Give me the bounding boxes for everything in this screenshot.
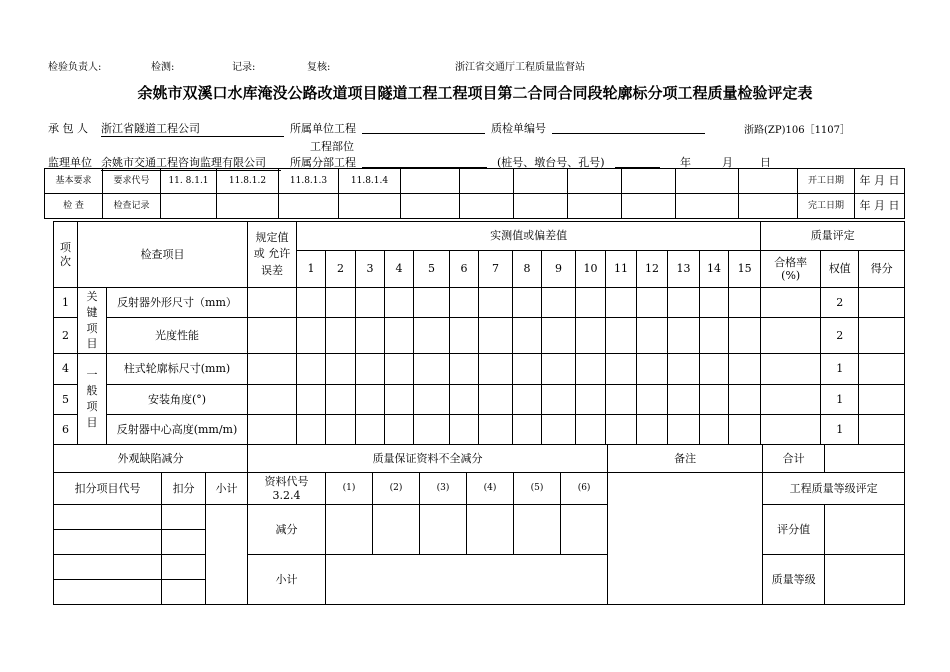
row-weight: 1 bbox=[821, 354, 859, 385]
subtotal-header: 小计 bbox=[206, 473, 248, 505]
col-score: 得分 bbox=[859, 251, 905, 288]
tester-label: 检测: bbox=[151, 62, 175, 73]
supervisor-label: 监理单位 bbox=[48, 156, 92, 169]
inspector-label: 检验负责人: bbox=[48, 62, 102, 73]
measure-col-11: 11 bbox=[606, 251, 637, 288]
measure-col-3: 3 bbox=[356, 251, 385, 288]
measure-col-6: 6 bbox=[450, 251, 479, 288]
measure-col-9: 9 bbox=[542, 251, 576, 288]
supervisor-value: 余姚市交通工程咨询监理有限公司 bbox=[101, 154, 281, 171]
measure-col-2: 2 bbox=[326, 251, 356, 288]
req-code-3: 11.8.1.3 bbox=[279, 169, 339, 194]
contractor-label: 承 包 人 bbox=[48, 122, 88, 135]
recorder-label: 记录: bbox=[232, 62, 256, 73]
sub-project-label: 所属分部工程 bbox=[290, 156, 356, 169]
check-record-label: 检查记录 bbox=[103, 194, 161, 219]
measure-col-1: 1 bbox=[297, 251, 326, 288]
quality-grade-label: 质量等级 bbox=[763, 555, 825, 605]
doc-item-5: (5) bbox=[514, 473, 561, 505]
basic-requirements-table bbox=[44, 168, 905, 219]
measure-col-8: 8 bbox=[513, 251, 542, 288]
agency-label: 浙江省交通厅工程质量监督站 bbox=[455, 62, 585, 73]
row-item: 反射器外形尺寸（mm） bbox=[107, 288, 248, 318]
row-no: 6 bbox=[54, 415, 78, 445]
unit-project-label: 所属单位工程 bbox=[290, 122, 356, 135]
group-general-label: 一般项目 bbox=[78, 354, 107, 445]
row-no: 1 bbox=[54, 288, 78, 318]
doc-item-3: (3) bbox=[420, 473, 467, 505]
total-label: 合计 bbox=[763, 445, 825, 473]
row-weight: 1 bbox=[821, 385, 859, 415]
row-item: 光度性能 bbox=[107, 318, 248, 354]
contractor-value: 浙江省隧道工程公司 bbox=[101, 120, 284, 137]
stake-label: (桩号、墩台号、孔号) bbox=[497, 156, 605, 169]
deduct-header: 扣分 bbox=[162, 473, 206, 505]
doc-item-6: (6) bbox=[561, 473, 608, 505]
day-label: 日 bbox=[760, 156, 771, 169]
grade-eval-header: 工程质量等级评定 bbox=[763, 473, 905, 505]
quality-docs-header: 质量保证资料不全减分 bbox=[248, 445, 608, 473]
row-item: 柱式轮廓标尺寸(mm) bbox=[107, 354, 248, 385]
remarks-header: 备注 bbox=[608, 445, 763, 473]
row-weight: 2 bbox=[821, 318, 859, 354]
start-date-value: 年 月 日 bbox=[855, 169, 905, 194]
basic-req-label: 基本要求 bbox=[45, 169, 103, 194]
appearance-deduct-header: 外观缺陷减分 bbox=[54, 445, 248, 473]
measurement-table bbox=[53, 221, 905, 445]
reduce-label: 减分 bbox=[248, 505, 326, 555]
start-date-label: 开工日期 bbox=[798, 169, 855, 194]
col-measured: 实测值或偏差值 bbox=[297, 222, 761, 251]
measure-col-7: 7 bbox=[479, 251, 513, 288]
stake-line bbox=[615, 154, 660, 168]
col-check-item: 检查项目 bbox=[78, 222, 248, 288]
check-label: 检 查 bbox=[45, 194, 103, 219]
req-code-label: 要求代号 bbox=[103, 169, 161, 194]
doc-code-header: 资料代号 3.2.4 bbox=[248, 473, 326, 505]
table-row bbox=[54, 354, 905, 385]
month-label: 月 bbox=[722, 156, 733, 169]
deduction-table bbox=[53, 444, 905, 605]
form-code: 浙路(ZP)106［1107］ bbox=[744, 125, 851, 136]
page-title: 余姚市双溪口水库淹没公路改道项目隧道工程工程项目第二合同合同段轮廓标分项工程质量检验评定表 bbox=[137, 84, 813, 102]
measure-col-12: 12 bbox=[637, 251, 668, 288]
score-value-label: 评分值 bbox=[763, 505, 825, 555]
col-item-no: 项次 bbox=[54, 222, 78, 288]
table-row bbox=[54, 318, 905, 354]
req-code-4: 11.8.1.4 bbox=[339, 169, 401, 194]
row-no: 2 bbox=[54, 318, 78, 354]
end-date-value: 年 月 日 bbox=[855, 194, 905, 219]
doc-item-1: (1) bbox=[326, 473, 373, 505]
row-no: 5 bbox=[54, 385, 78, 415]
row-weight: 2 bbox=[821, 288, 859, 318]
subtotal2-label: 小计 bbox=[248, 555, 326, 605]
inspection-no-label: 质检单编号 bbox=[491, 122, 546, 135]
req-code-1: 11. 8.1.1 bbox=[161, 169, 217, 194]
sub-project-line bbox=[362, 154, 487, 168]
part-project-label: 工程部位 bbox=[310, 140, 354, 153]
col-pass-rate: 合格率(%) bbox=[761, 251, 821, 288]
group-key-label: 关键项目 bbox=[78, 288, 107, 354]
deduct-code-header: 扣分项目代号 bbox=[54, 473, 162, 505]
measure-col-15: 15 bbox=[729, 251, 761, 288]
col-quality: 质量评定 bbox=[761, 222, 905, 251]
reviewer-label: 复核: bbox=[307, 62, 331, 73]
measure-col-10: 10 bbox=[576, 251, 606, 288]
row-no: 4 bbox=[54, 354, 78, 385]
row-weight: 1 bbox=[821, 415, 859, 445]
measure-col-5: 5 bbox=[414, 251, 450, 288]
doc-item-2: (2) bbox=[373, 473, 420, 505]
inspection-no-line bbox=[552, 120, 705, 134]
measure-col-13: 13 bbox=[668, 251, 700, 288]
row-item: 反射器中心高度(mm/m) bbox=[107, 415, 248, 445]
remarks-area bbox=[608, 473, 763, 605]
col-spec: 规定值或 允许误差 bbox=[248, 222, 297, 288]
measure-col-14: 14 bbox=[700, 251, 729, 288]
table-row bbox=[54, 288, 905, 318]
table-row bbox=[54, 415, 905, 445]
col-weight: 权值 bbox=[821, 251, 859, 288]
end-date-label: 完工日期 bbox=[798, 194, 855, 219]
req-code-2: 11.8.1.2 bbox=[217, 169, 279, 194]
year-label: 年 bbox=[680, 156, 691, 169]
measure-col-4: 4 bbox=[385, 251, 414, 288]
row-item: 安装角度(°) bbox=[107, 385, 248, 415]
doc-item-4: (4) bbox=[467, 473, 514, 505]
table-row bbox=[54, 385, 905, 415]
unit-project-line bbox=[362, 120, 485, 134]
